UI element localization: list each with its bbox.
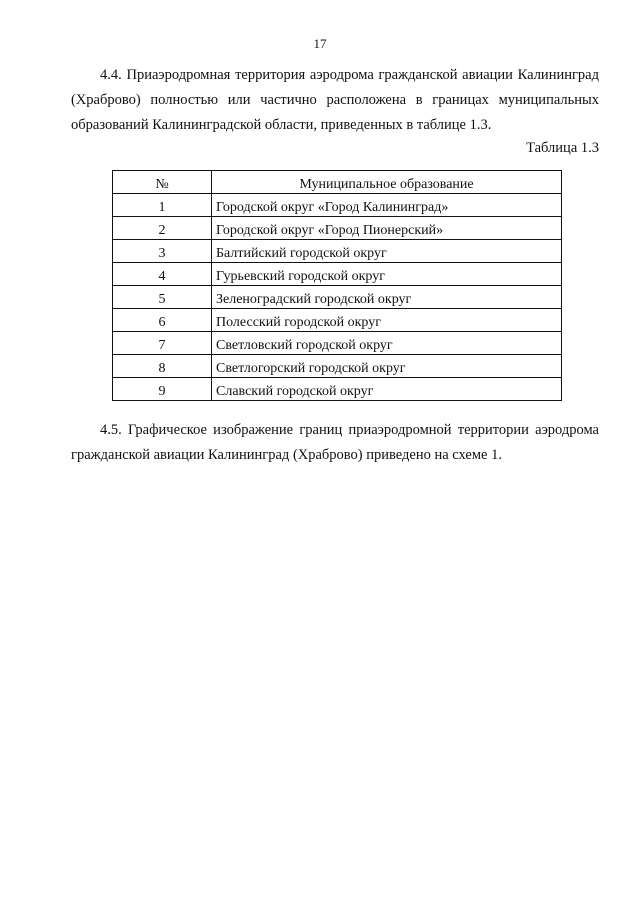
table-row [113, 332, 562, 355]
row-municipality: Городской округ «Город Пионерский» [212, 217, 562, 240]
page-number: 17 [313, 36, 327, 51]
table-row [113, 217, 562, 240]
table-row [113, 263, 562, 286]
row-municipality: Балтийский городской округ [212, 240, 562, 263]
table-row [113, 378, 562, 401]
table-caption: Таблица 1.3 [526, 140, 599, 156]
table-row [113, 240, 562, 263]
row-municipality: Светлогорский городской округ [212, 355, 562, 378]
table-row [113, 309, 562, 332]
row-number: 3 [113, 240, 212, 263]
header-municipality: Муниципальное образование [212, 171, 562, 194]
row-municipality: Зеленоградский городской округ [212, 286, 562, 309]
header-number: № [113, 171, 212, 194]
paragraph-4-5: 4.5. Графическое изображение границ приаэродромной территории аэродрома гражданской авиации Калининград (Храброво) приведено на схеме 1. [71, 422, 599, 463]
row-municipality: Славский городской округ [212, 378, 562, 401]
row-number: 1 [113, 194, 212, 217]
table-header-row [113, 171, 562, 194]
row-number: 6 [113, 309, 212, 332]
row-municipality: Полесский городской округ [212, 309, 562, 332]
table-row [113, 194, 562, 217]
row-number: 2 [113, 217, 212, 240]
row-number: 8 [113, 355, 212, 378]
table-row [113, 286, 562, 309]
row-number: 9 [113, 378, 212, 401]
row-municipality: Гурьевский городской округ [212, 263, 562, 286]
municipalities-table-container [112, 170, 562, 401]
row-number: 5 [113, 286, 212, 309]
row-municipality: Городской округ «Город Калининград» [212, 194, 562, 217]
row-number: 4 [113, 263, 212, 286]
municipalities-table [112, 170, 562, 401]
row-municipality: Светловский городской округ [212, 332, 562, 355]
paragraph-4-4: 4.4. Приаэродромная территория аэродрома гражданской авиации Калининград (Храброво) полностью или частично расположена в границах муниципальных образований Калининградской области, приведенных в таблице 1.3. [71, 67, 599, 133]
table-row [113, 355, 562, 378]
row-number: 7 [113, 332, 212, 355]
